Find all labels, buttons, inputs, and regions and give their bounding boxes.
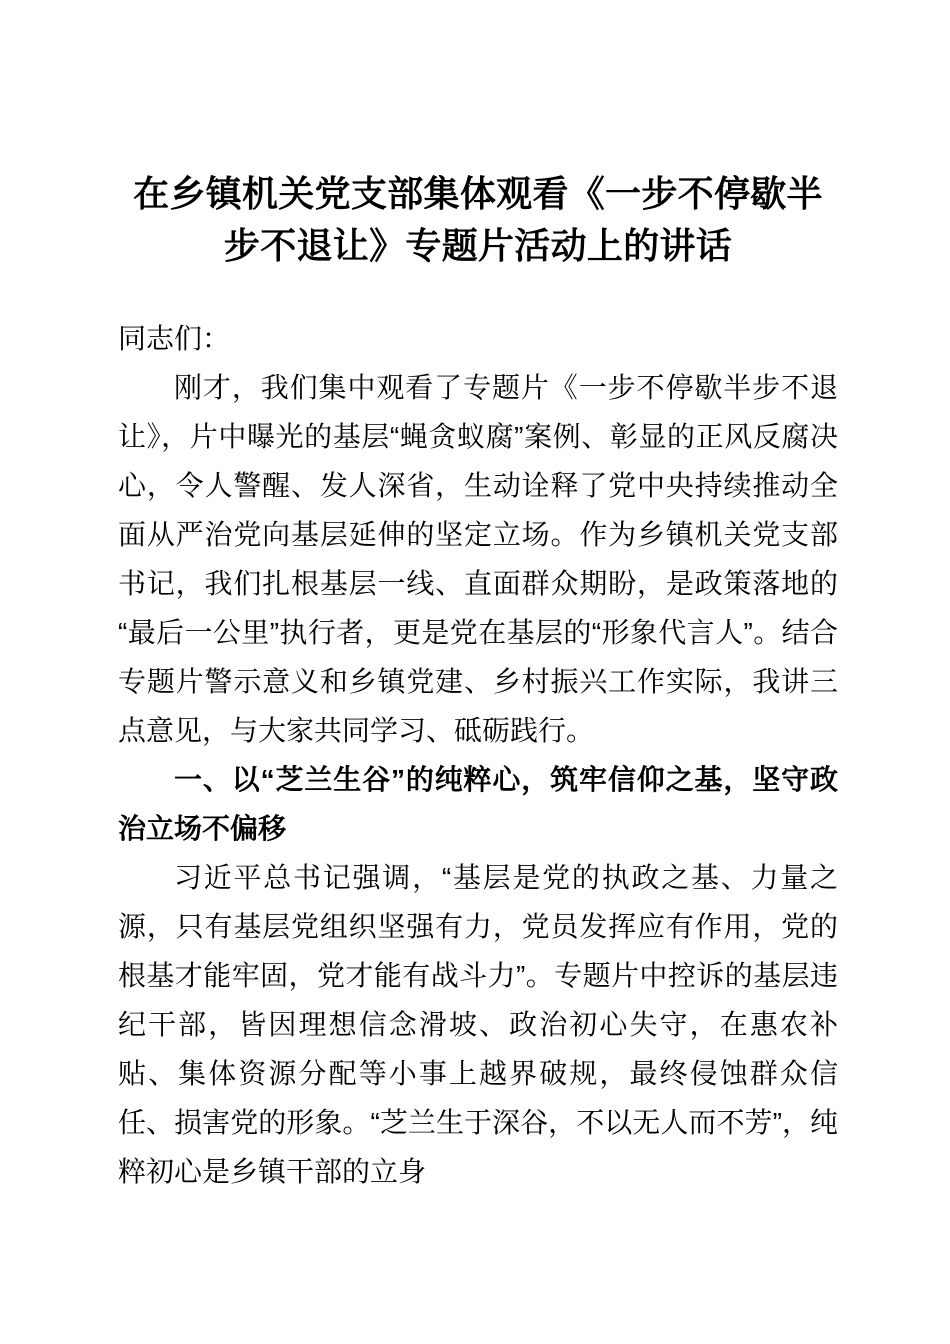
- page-title: 在乡镇机关党支部集体观看《一步不停歇半步不退让》专题片活动上的讲话: [133, 173, 823, 266]
- salutation: 同志们：: [118, 323, 231, 354]
- paragraph-section-one-body: 习近平总书记强调，“基层是党的执政之基、力量之源，只有基层党组织坚强有力，党员发挥应有作用，党的根基才能牢固，党才能有战斗力”。专题片中控诉的基层违纪干部，皆因理想信念滑坡、政治初心失守，在惠农补贴、集体资源分配等小事上越界破规，最终侵蚀群众信任、损害党的形象。“芝兰生于深谷，不以无人而不芳”，纯粹初心是乡镇干部的立身: [118, 862, 838, 1187]
- document-content: [118, 0, 838, 1196]
- section-heading-one: 一、以“芝兰生谷”的纯粹心，筑牢信仰之基，坚守政治立场不偏移: [118, 764, 838, 844]
- paragraph-opening: 刚才，我们集中观看了专题片《一步不停歇半步不退让》，片中曝光的基层“蝇贪蚁腐”案例、彰显的正风反腐决心，令人警醒、发人深省，生动诠释了党中央持续推动全面从严治党向基层延伸的坚定立场。作为乡镇机关党支部书记，我们扎根基层一线、直面群众期盼，是政策落地的“最后一公里”执行者，更是党在基层的“形象代言人”。结合专题片警示意义和乡镇党建、乡村振兴工作实际，我讲三点意见，与大家共同学习、砥砺践行。: [118, 372, 838, 746]
